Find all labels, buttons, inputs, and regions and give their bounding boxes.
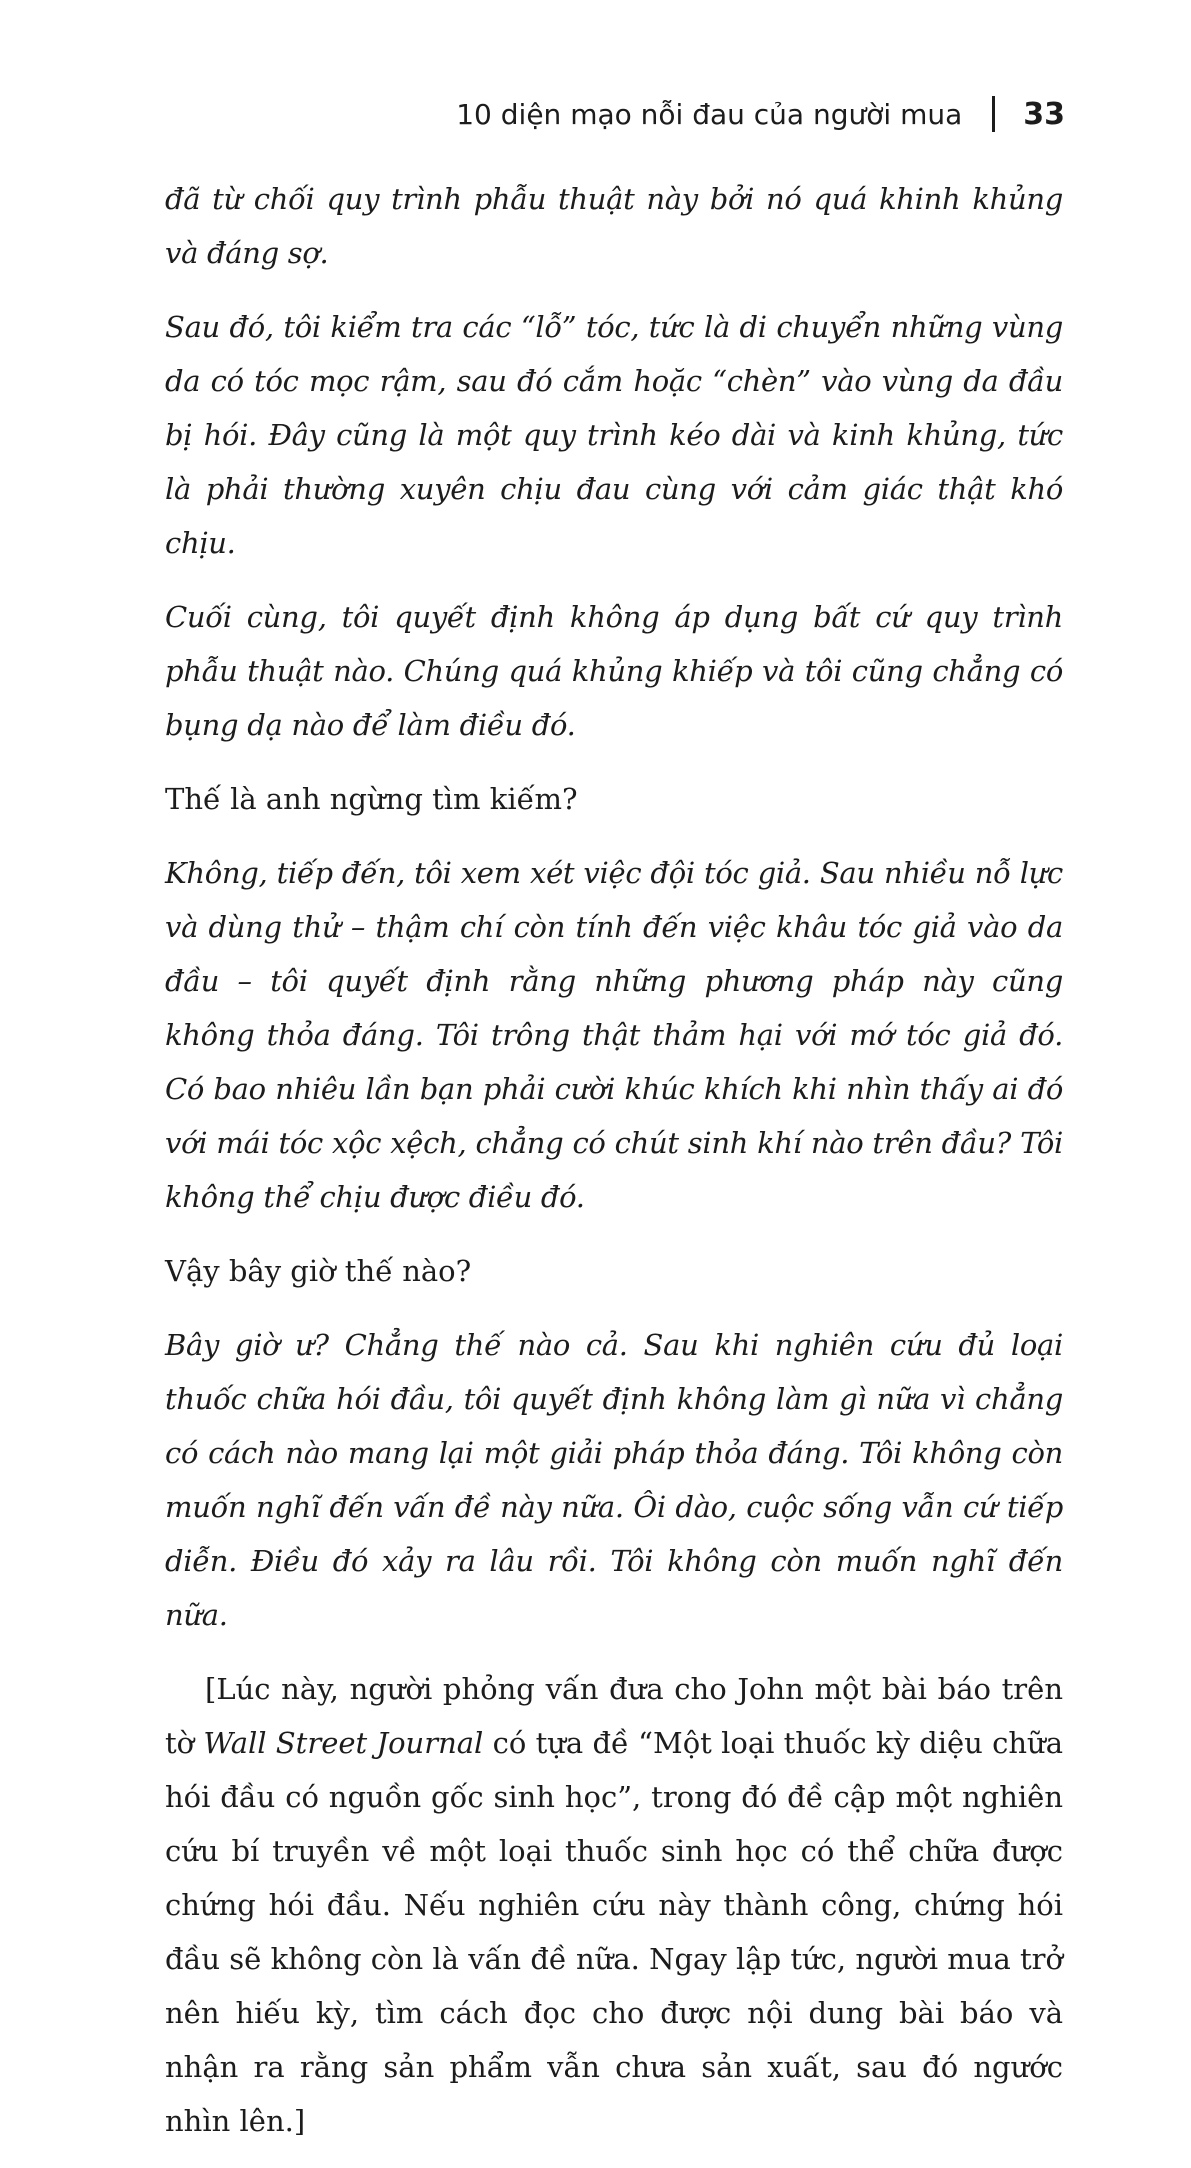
answer-paragraph: Bây giờ ư? Chẳng thế nào cả. Sau khi nghiên cứu đủ loại thuốc chữa hói đầu, tôi quyết định không làm gì nữa vì chẳng có cách nào mang lại một giải pháp thỏa đáng. Tôi không còn muốn nghĩ đến vấn đề này nữa. Ôi dào, cuộc sống vẫn cứ tiếp diễn. Điều đó xảy ra lâu rồi. Tôi không còn muốn nghĩ đến nữa. [165, 1328, 1063, 1632]
answer-paragraph: Sau đó, tôi kiểm tra các “lỗ” tóc, tức là di chuyển những vùng da có tóc mọc rậm, sau đó cắm hoặc “chèn” vào vùng da đầu bị hói. Đây cũng là một quy trình kéo dài và kinh khủng, tức là phải thường xuyên chịu đau cùng với cảm giác thật khó chịu. [165, 310, 1063, 560]
running-header [456, 96, 1065, 132]
answer-paragraph: đã từ chối quy trình phẫu thuật này bởi nó quá khinh khủng và đáng sợ. [165, 182, 1063, 270]
publication-title: Wall Street Journal [203, 1726, 484, 1760]
narrative-text-start: [Lúc này, người phỏng vấn đưa cho John một bài báo trên tờ [165, 1672, 1063, 1760]
interviewer-question: Vậy bây giờ thế nào? [165, 1254, 472, 1288]
narrative-paragraph [165, 1662, 1063, 2148]
header-divider [992, 96, 995, 132]
chapter-title: 10 diện mạo nỗi đau của người mua [456, 97, 963, 131]
answer-paragraph: Không, tiếp đến, tôi xem xét việc đội tóc giả. Sau nhiều nỗ lực và dùng thử – thậm chí còn tính đến việc khâu tóc giả vào da đầu – tôi quyết định rằng những phương pháp này cũng không thỏa đáng. Tôi trông thật thảm hại với mớ tóc giả đó. Có bao nhiêu lần bạn phải cười khúc khích khi nhìn thấy ai đó với mái tóc xộc xệch, chẳng có chút sinh khí nào trên đầu? Tôi không thể chịu được điều đó. [165, 856, 1063, 1214]
page-number: 33 [1023, 96, 1065, 132]
narrative-text-end: có tựa đề “Một loại thuốc kỳ diệu chữa hói đầu có nguồn gốc sinh học”, trong đó đề cập một nghiên cứu bí truyền về một loại thuốc sinh học có thể chữa được chứng hói đầu. Nếu nghiên cứu này thành công, chứng hói đầu sẽ không còn là vấn đề nữa. Ngay lập tức, người mua trở nên hiếu kỳ, tìm cách đọc cho được nội dung bài báo và nhận ra rằng sản phẩm vẫn chưa sản xuất, sau đó ngước nhìn lên.] [165, 1726, 1064, 2138]
page-body [165, 172, 1063, 2168]
answer-paragraph: Cuối cùng, tôi quyết định không áp dụng bất cứ quy trình phẫu thuật nào. Chúng quá khủng khiếp và tôi cũng chẳng có bụng dạ nào để làm điều đó. [165, 600, 1063, 742]
interviewer-question: Thế là anh ngừng tìm kiếm? [165, 782, 578, 816]
